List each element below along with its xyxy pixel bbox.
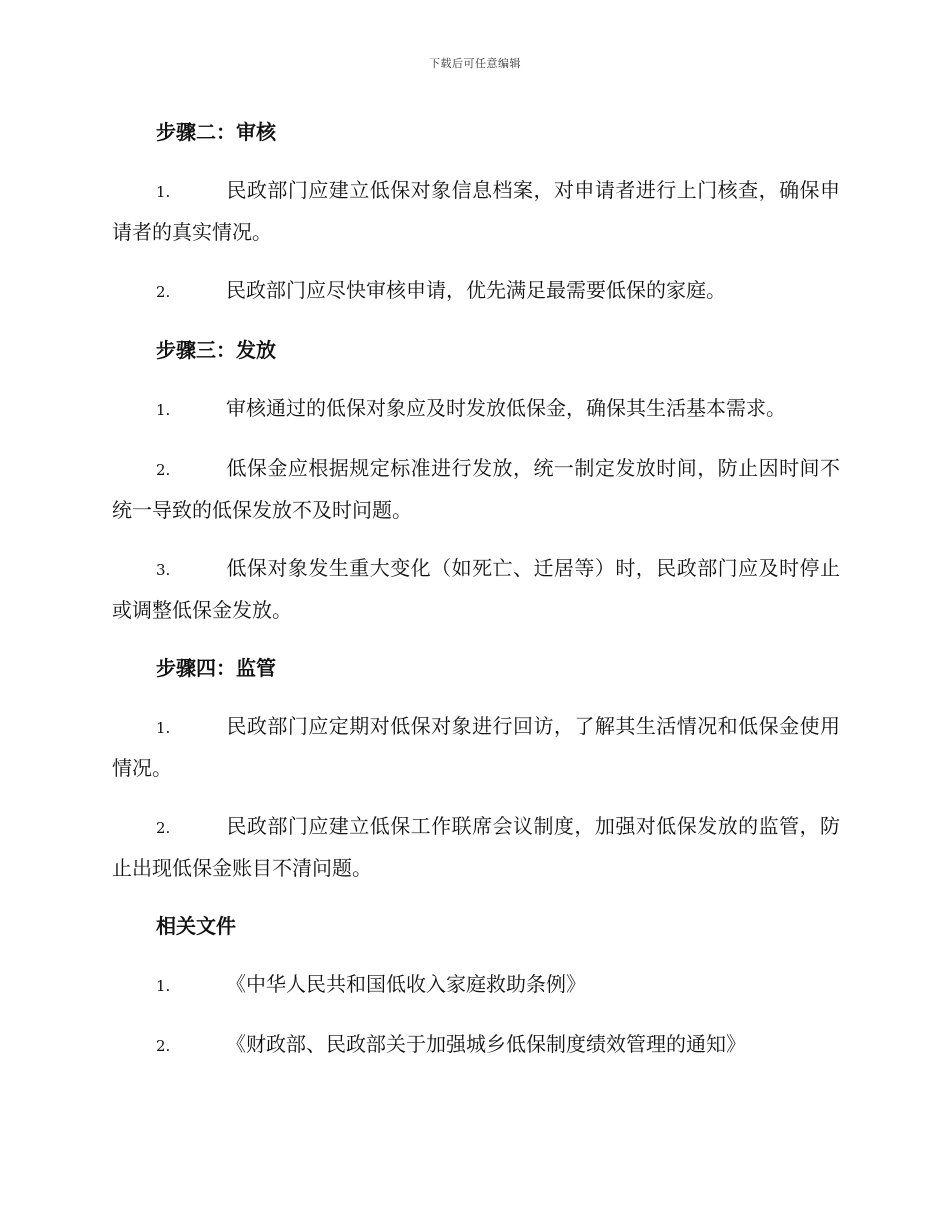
item-text: 民政部门应建立低保对象信息档案，对申请者进行上门核查，确保申请者的真实情况。 <box>112 178 840 244</box>
list-item <box>112 706 840 788</box>
item-text: 低保金应根据规定标准进行发放，统一制定发放时间，防止因时间不统一导致的低保发放不及时问题。 <box>112 456 840 522</box>
section-heading-distribution: 步骤三：发放 <box>156 338 276 362</box>
section-heading-review: 步骤二：审核 <box>156 120 276 144</box>
item-number: 1. <box>156 977 171 995</box>
item-text: 《中华人民共和国低收入家庭救助条例》 <box>226 972 586 996</box>
item-number: 2. <box>156 283 171 301</box>
item-number: 2. <box>156 1037 171 1055</box>
item-text: 《财政部、民政部关于加强城乡低保制度绩效管理的通知》 <box>226 1032 746 1056</box>
list-item <box>112 548 840 630</box>
list-item <box>112 388 840 430</box>
item-number: 1. <box>156 401 171 419</box>
item-text: 审核通过的低保对象应及时发放低保金，确保其生活基本需求。 <box>226 396 786 420</box>
item-number: 2. <box>156 819 171 837</box>
item-text: 民政部门应建立低保工作联席会议制度，加强对低保发放的监管，防止出现低保金账目不清问题。 <box>112 814 840 880</box>
item-number: 3. <box>156 561 171 579</box>
item-text: 民政部门应尽快审核申请，优先满足最需要低保的家庭。 <box>226 278 726 302</box>
list-item <box>112 270 840 312</box>
list-item <box>112 1024 840 1066</box>
item-number: 1. <box>156 183 171 201</box>
document-body <box>112 112 840 1084</box>
item-text: 低保对象发生重大变化（如死亡、迁居等）时，民政部门应及时停止或调整低保金发放。 <box>112 556 840 622</box>
item-text: 民政部门应定期对低保对象进行回访，了解其生活情况和低保金使用情况。 <box>112 714 840 780</box>
list-item <box>112 448 840 530</box>
section-heading-supervision: 步骤四：监管 <box>156 656 276 680</box>
section-heading-related-documents: 相关文件 <box>156 914 236 938</box>
list-item <box>112 964 840 1006</box>
list-item <box>112 806 840 888</box>
header-note: 下载后可任意编辑 <box>429 57 521 70</box>
list-item <box>112 170 840 252</box>
item-number: 2. <box>156 461 171 479</box>
item-number: 1. <box>156 719 171 737</box>
